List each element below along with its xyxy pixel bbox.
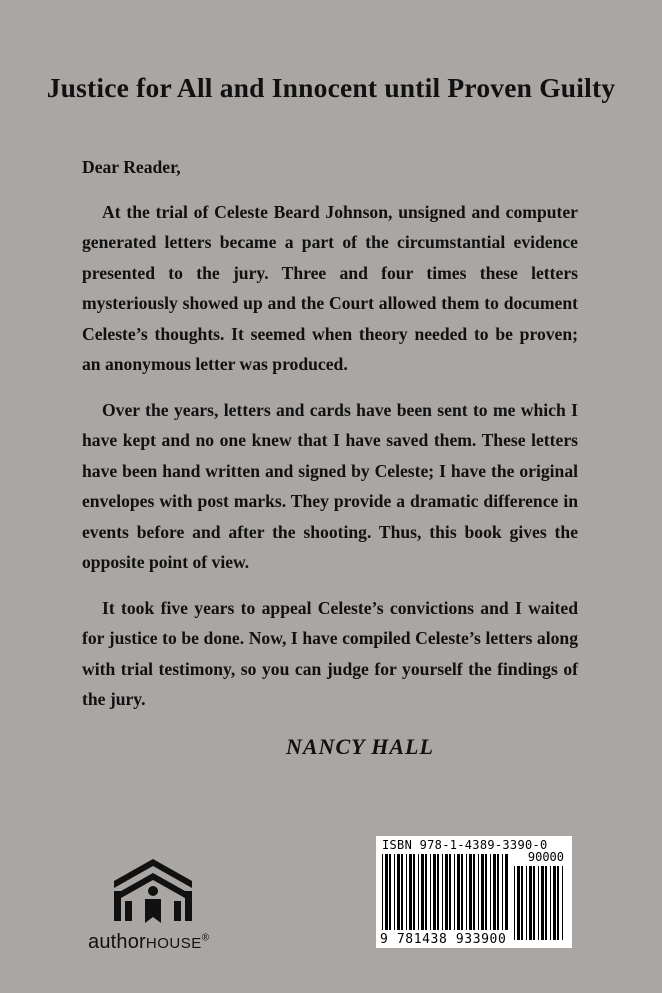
barcode-bar (538, 866, 539, 940)
barcode-bar (497, 854, 499, 930)
barcode-bar (502, 854, 503, 930)
barcode-bar (526, 866, 527, 940)
barcode-bar (433, 854, 436, 930)
book-title: Justice for All and Innocent until Proven Guilty (46, 72, 616, 103)
barcode-bar (457, 854, 460, 930)
barcode-bar (406, 854, 407, 930)
barcode-bar (397, 854, 400, 930)
letter-paragraph-1: At the trial of Celeste Beard Johnson, unsigned and computer generated letters became a part of the circumstantial evidence presented to the jury. Three and four times these letters mysteriously showed up and the Court allowed them to document Celeste’s thoughts. It seemed when theory needed to be proven; an anonymous letter was produced. (82, 201, 578, 374)
barcode-bar (517, 866, 520, 940)
back-cover-letter (82, 152, 578, 730)
barcode-bar (454, 854, 455, 930)
barcode-bar (421, 854, 424, 930)
barcode-bar (514, 866, 515, 940)
barcode-bar (541, 866, 544, 940)
barcode-bar (430, 854, 431, 930)
barcode-bar (481, 854, 484, 930)
barcode-bar (445, 854, 448, 930)
barcode-bar (394, 854, 395, 930)
salutation: Dear Reader, (82, 157, 181, 177)
barcode-bar (413, 854, 415, 930)
isbn-label: ISBN 978-1-4389-3390-0 (382, 838, 548, 852)
barcode-bar (478, 854, 479, 930)
barcode-bar (505, 854, 508, 930)
barcode-bar (521, 866, 523, 940)
barcode-bar (409, 854, 412, 930)
letter-paragraph-3: It took five years to appeal Celeste’s convictions and I waited for justice to be done. Now, I have compiled Celeste’s letters along with trial testimony, so you can judge for yourself the findings of the jury. (82, 597, 578, 709)
barcode-bar (425, 854, 427, 930)
barcode-bar (490, 854, 491, 930)
registered-mark: ® (201, 932, 210, 944)
barcode-bar (485, 854, 487, 930)
barcode-bar (385, 854, 388, 930)
barcode-bar (442, 854, 443, 930)
barcode-bar (493, 854, 496, 930)
barcode-bar (401, 854, 403, 930)
barcode-bar (529, 866, 532, 940)
barcode-bar (473, 854, 475, 930)
barcode-bar (545, 866, 547, 940)
author-signature: NANCY HALL (286, 734, 434, 759)
barcode-bar (550, 866, 551, 940)
authorhouse-logo-icon (112, 855, 194, 925)
barcode-bar (466, 854, 467, 930)
barcode-bar (437, 854, 439, 930)
barcode-bar (469, 854, 472, 930)
barcode-bar (418, 854, 419, 930)
publisher-name (88, 931, 234, 954)
ean-digits: 9 781438 933900 (380, 932, 507, 947)
publisher-logo (88, 855, 234, 954)
barcode-bar (389, 854, 391, 930)
barcode-bar (562, 866, 563, 940)
barcode-bar (461, 854, 463, 930)
barcode-bar (553, 866, 556, 940)
barcode-bar (449, 854, 451, 930)
price-code: 90000 (527, 850, 564, 864)
isbn-barcode (376, 836, 572, 948)
barcode-bar (382, 854, 383, 930)
barcode-bar (533, 866, 535, 940)
letter-paragraph-2: Over the years, letters and cards have been sent to me which I have kept and no one knew that I have saved them. These letters have been hand written and signed by Celeste; I have the original envelopes with post marks. They provide a dramatic difference in events before and after the shooting. Thus, this book gives the opposite point of view. (82, 399, 578, 572)
publisher-name-upper: HOUSE (145, 935, 202, 952)
publisher-name-lower: author (88, 931, 146, 953)
barcode-bar (557, 866, 559, 940)
